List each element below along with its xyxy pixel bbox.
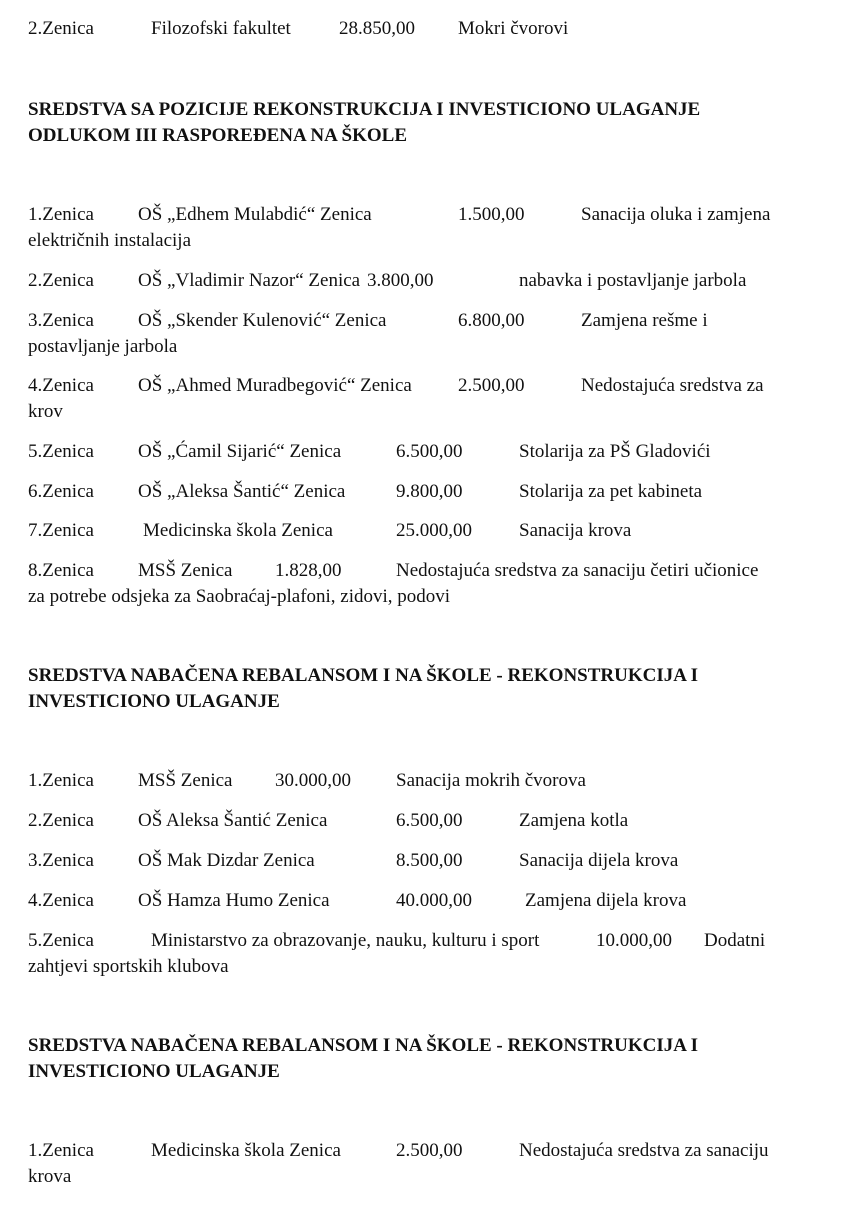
entry-description: Stolarija za PŠ Gladovići [519,441,711,462]
entry-institution: OŠ Hamza Humo Zenica [138,890,330,911]
entry-number: 5.Zenica [28,441,94,462]
section-heading [28,97,828,149]
section-heading-line: ODLUKOM III RASPOREĐENA NA ŠKOLE [28,125,408,146]
entry-description: Nedostajuća sredstva za [581,375,764,396]
entry-number: 3.Zenica [28,850,94,871]
section-heading-line: INVESTICIONO ULAGANJE [28,691,280,712]
entry-amount: 25.000,00 [396,520,472,541]
entry-description: Nedostajuća sredstva za sanaciju četiri učionice [396,560,759,581]
entry-description-continued: zahtjevi sportskih klubova [28,956,229,977]
section-heading-line: SREDSTVA SA POZICIJE REKONSTRUKCIJA I INVESTICIONO ULAGANJE [28,99,701,120]
entry-description: Sanacija oluka i zamjena [581,204,771,225]
entry-institution: Filozofski fakultet [151,18,291,39]
entry-number: 7.Zenica [28,520,94,541]
entry-institution: OŠ „Aleksa Šantić“ Zenica [138,481,346,502]
entry-description: Sanacija dijela krova [519,850,679,871]
entry-amount: 8.500,00 [396,850,463,871]
entry-institution: OŠ „Ćamil Sijarić“ Zenica [138,441,342,462]
section-heading-line: SREDSTVA NABAČENA REBALANSOM I NA ŠKOLE - REKONSTRUKCIJA I [28,665,699,686]
entry-number: 5.Zenica [28,930,94,951]
entry-amount: 6.500,00 [396,441,463,462]
entry-number: 2.Zenica [28,18,94,39]
entry-number: 2.Zenica [28,270,94,291]
entry-description: Zamjena rešme i [581,310,708,331]
entry-amount: 40.000,00 [396,890,472,911]
section-heading-line: INVESTICIONO ULAGANJE [28,1061,280,1082]
entry-amount: 30.000,00 [275,770,351,791]
entry-description-continued: postavljanje jarbola [28,336,178,357]
entry-institution: OŠ „Ahmed Muradbegović“ Zenica [138,375,412,396]
entry-number: 8.Zenica [28,560,94,581]
entry-description: Nedostajuća sredstva za sanaciju [519,1140,769,1161]
entry-amount: 28.850,00 [339,18,415,39]
entry-institution: MSŠ Zenica [138,770,233,791]
entry-description: Zamjena kotla [519,810,629,831]
entry-description: Stolarija za pet kabineta [519,481,703,502]
entry-description: Sanacija mokrih čvorova [396,770,586,791]
entry-institution: Medicinska škola Zenica [151,1140,341,1161]
entry-institution: Ministarstvo za obrazovanje, nauku, kulturu i sport [151,930,540,951]
entry-institution: Medicinska škola Zenica [143,520,333,541]
entry-institution: OŠ „Skender Kulenović“ Zenica [138,310,387,331]
entry-amount: 6.800,00 [458,310,525,331]
entry-number: 6.Zenica [28,481,94,502]
entry-institution: OŠ Mak Dizdar Zenica [138,850,315,871]
entry-amount: 2.500,00 [458,375,525,396]
entry-number: 4.Zenica [28,375,94,396]
entry-amount: 9.800,00 [396,481,463,502]
entry-institution: MSŠ Zenica [138,560,233,581]
entry-amount: 6.500,00 [396,810,463,831]
entry-number: 3.Zenica [28,310,94,331]
entry-number: 1.Zenica [28,770,94,791]
entry-description: Dodatni [704,930,766,951]
entry-number: 1.Zenica [28,1140,94,1161]
entry-institution: OŠ „Edhem Mulabdić“ Zenica [138,204,372,225]
entry-number: 4.Zenica [28,890,94,911]
entry-institution: OŠ „Vladimir Nazor“ Zenica [138,270,361,291]
entry-description-continued: krova [28,1166,72,1187]
entry-description-continued: krov [28,401,63,422]
entry-amount: 1.828,00 [275,560,342,581]
entry-amount: 3.800,00 [367,270,434,291]
section-heading-line: SREDSTVA NABAČENA REBALANSOM I NA ŠKOLE - REKONSTRUKCIJA I [28,1035,699,1056]
entry-amount: 10.000,00 [596,930,672,951]
entry-number: 1.Zenica [28,204,94,225]
entry-description-continued: električnih instalacija [28,230,192,251]
entry-amount: 1.500,00 [458,204,525,225]
entry-description: Mokri čvorovi [458,18,569,39]
entry-description: nabavka i postavljanje jarbola [519,270,747,291]
entry-description: Sanacija krova [519,520,632,541]
entry-number: 2.Zenica [28,810,94,831]
section-heading [28,663,828,715]
entry-description: Zamjena dijela krova [525,890,687,911]
entry-description-continued: za potrebe odsjeka za Saobraćaj-plafoni, zidovi, podovi [28,586,451,607]
entry-institution: OŠ Aleksa Šantić Zenica [138,810,328,831]
entry-amount: 2.500,00 [396,1140,463,1161]
section-heading [28,1033,828,1085]
